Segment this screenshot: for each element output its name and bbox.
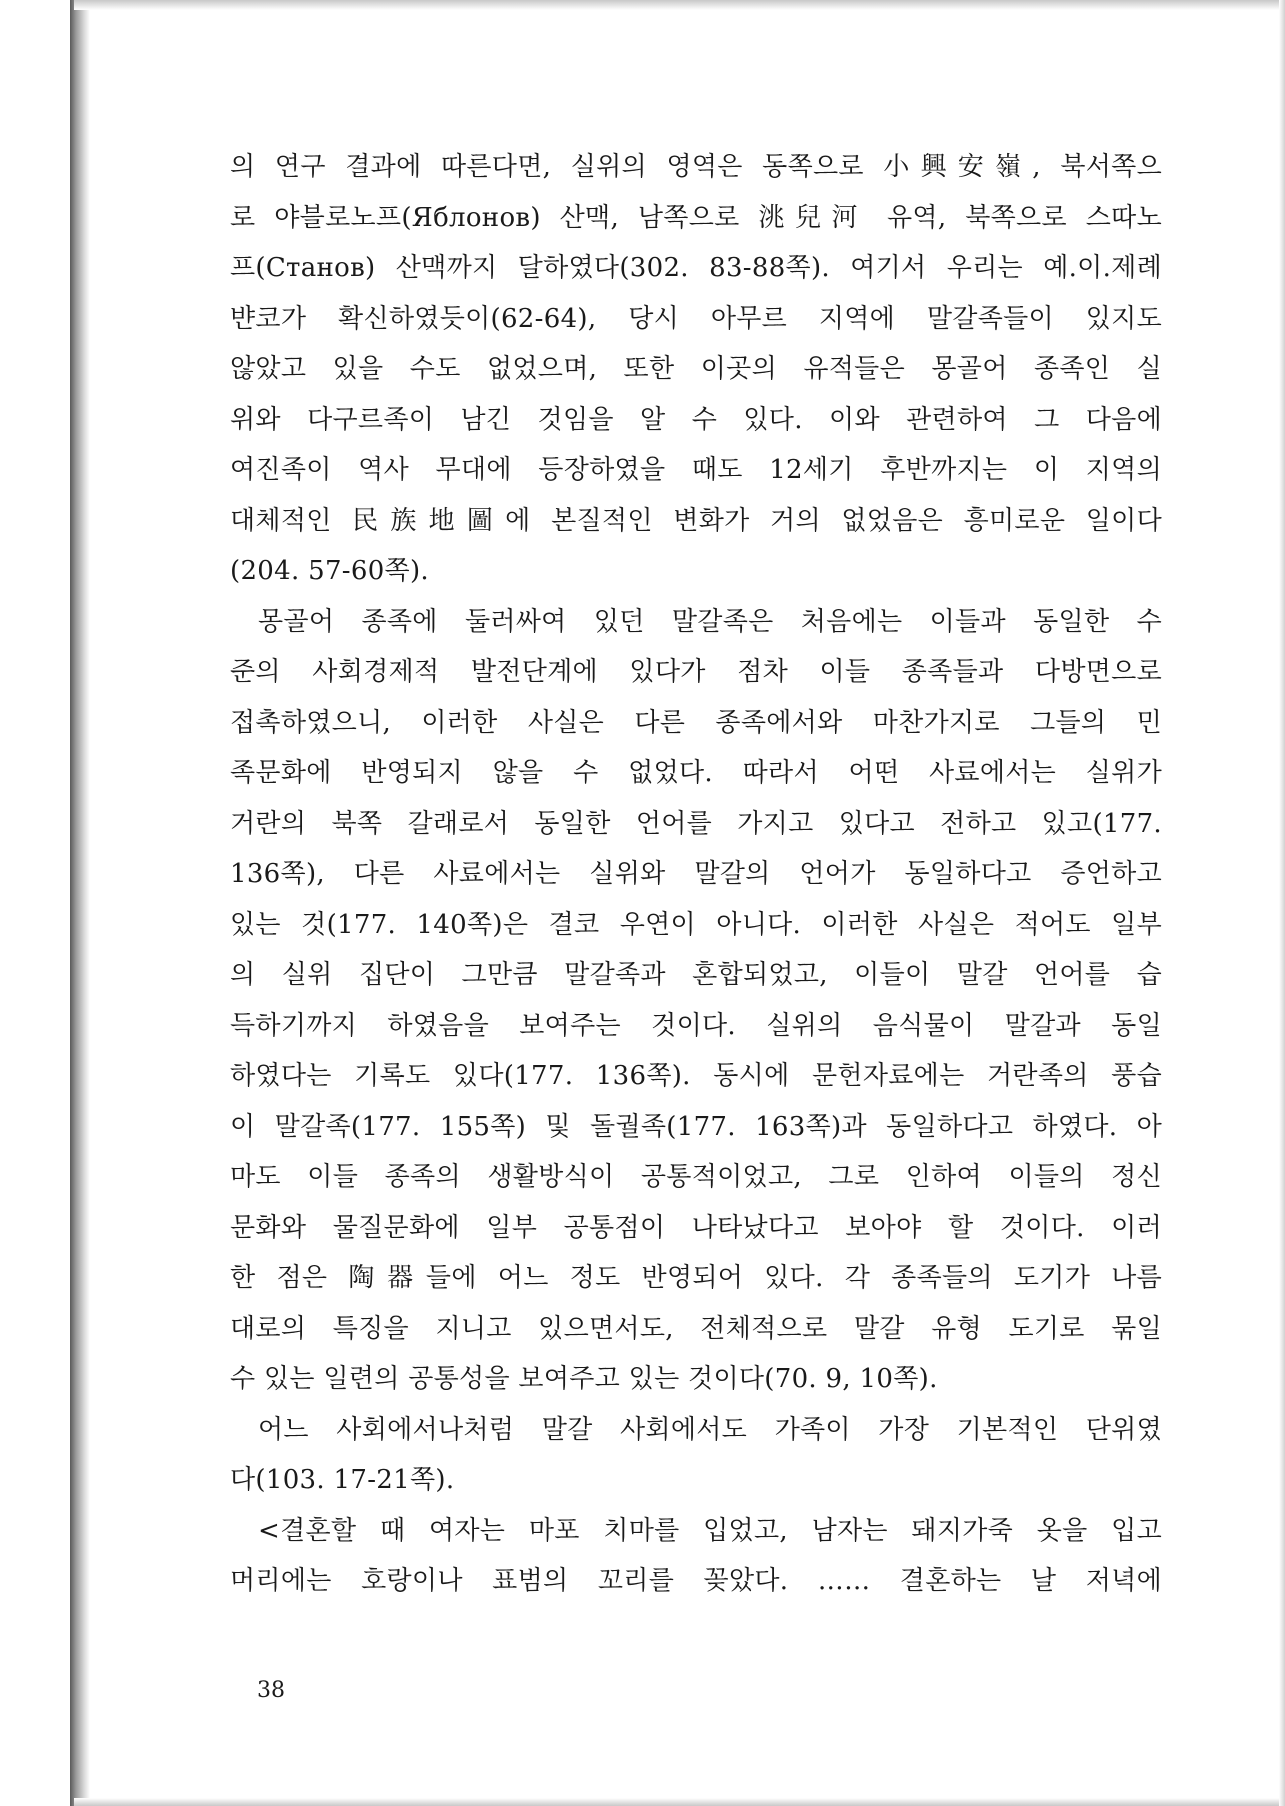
text-line: 뱐코가 확신하였듯이(62-64), 당시 아무르 지역에 말갈족들이 있지도 bbox=[230, 303, 1162, 334]
text-line: 의 연구 결과에 따른다면, 실위의 영역은 동쪽으로 小興安嶺, 북서쪽으 bbox=[230, 152, 1162, 182]
text-line: 않았고 있을 수도 없었으며, 또한 이곳의 유적들은 몽골어 종족인 실 bbox=[230, 354, 1162, 384]
text-line: 마도 이들 종족의 생활방식이 공통적이었고, 그로 인하여 이들의 정신 bbox=[230, 1162, 1162, 1192]
book-binding-shadow bbox=[70, 0, 90, 1806]
page-number: 38 bbox=[257, 1678, 285, 1703]
paragraph-first-line: 어느 사회에서나처럼 말갈 사회에서도 가족이 가장 기본적인 단위였 bbox=[258, 1414, 1162, 1445]
text-line: 이 말갈족(177. 155쪽) 및 돌궐족(177. 163쪽)과 동일하다고 하였다. 아 bbox=[230, 1111, 1162, 1142]
text-line: 대로의 특징을 지니고 있으면서도, 전체적으로 말갈 유형 도기로 묶일 bbox=[230, 1313, 1162, 1344]
text-line: 한 점은 陶器들에 어느 정도 반영되어 있다. 각 종족들의 도기가 나름 bbox=[230, 1263, 1162, 1293]
text-line: 여진족이 역사 무대에 등장하였을 때도 12세기 후반까지는 이 지역의 bbox=[230, 455, 1162, 485]
text-line: 136쪽), 다른 사료에서는 실위와 말갈의 언어가 동일하다고 증언하고 bbox=[230, 859, 1162, 889]
text-line: 로 야블로노프(Яблонов) 산맥, 남쪽으로 洮兒河 유역, 북쪽으로 스따노 bbox=[230, 202, 1162, 233]
text-line: (204. 57-60쪽). bbox=[230, 556, 429, 586]
page-top-edge bbox=[74, 0, 1285, 10]
page-right-edge bbox=[1279, 0, 1285, 1806]
text-line: 하였다는 기록도 있다(177. 136쪽). 동시에 문헌자료에는 거란족의 풍습 bbox=[230, 1061, 1162, 1091]
quotation-line: 머리에는 호랑이나 표범의 꼬리를 꽂았다. …… 결혼하는 날 저녁에 bbox=[230, 1566, 1162, 1596]
body-text bbox=[230, 142, 1162, 1607]
quotation-first-line: <결혼할 때 여자는 마포 치마를 입었고, 남자는 돼지가죽 옷을 입고 bbox=[258, 1515, 1162, 1546]
text-line: 족문화에 반영되지 않을 수 없었다. 따라서 어떤 사료에서는 실위가 bbox=[230, 758, 1162, 788]
text-line: 득하기까지 하였음을 보여주는 것이다. 실위의 음식물이 말갈과 동일 bbox=[230, 1010, 1162, 1041]
paragraph-first-line: 몽골어 종족에 둘러싸여 있던 말갈족은 처음에는 이들과 동일한 수 bbox=[258, 606, 1162, 637]
page-bottom-edge bbox=[74, 1798, 1285, 1806]
text-line: 다(103. 17-21쪽). bbox=[230, 1465, 455, 1495]
text-line: 프(Станов) 산맥까지 달하였다(302. 83-88쪽). 여기서 우리는 예.이.제례 bbox=[230, 253, 1162, 283]
text-line: 거란의 북쪽 갈래로서 동일한 언어를 가지고 있다고 전하고 있고(177. bbox=[230, 808, 1162, 839]
text-line: 대체적인 民族地圖에 본질적인 변화가 거의 없었음은 흥미로운 일이다 bbox=[230, 505, 1162, 536]
text-line: 준의 사회경제적 발전단계에 있다가 점차 이들 종족들과 다방면으로 bbox=[230, 657, 1162, 687]
text-line: 있는 것(177. 140쪽)은 결코 우연이 아니다. 이러한 사실은 적어도 일부 bbox=[230, 909, 1162, 940]
text-line: 의 실위 집단이 그만큼 말갈족과 혼합되었고, 이들이 말갈 언어를 습 bbox=[230, 960, 1162, 990]
text-line: 수 있는 일련의 공통성을 보여주고 있는 것이다(70. 9, 10쪽). bbox=[230, 1364, 938, 1394]
text-line: 접촉하였으니, 이러한 사실은 다른 종족에서와 마찬가지로 그들의 민 bbox=[230, 707, 1162, 738]
text-line: 위와 다구르족이 남긴 것임을 알 수 있다. 이와 관련하여 그 다음에 bbox=[230, 404, 1162, 435]
text-line: 문화와 물질문화에 일부 공통점이 나타났다고 보아야 할 것이다. 이러 bbox=[230, 1212, 1162, 1243]
